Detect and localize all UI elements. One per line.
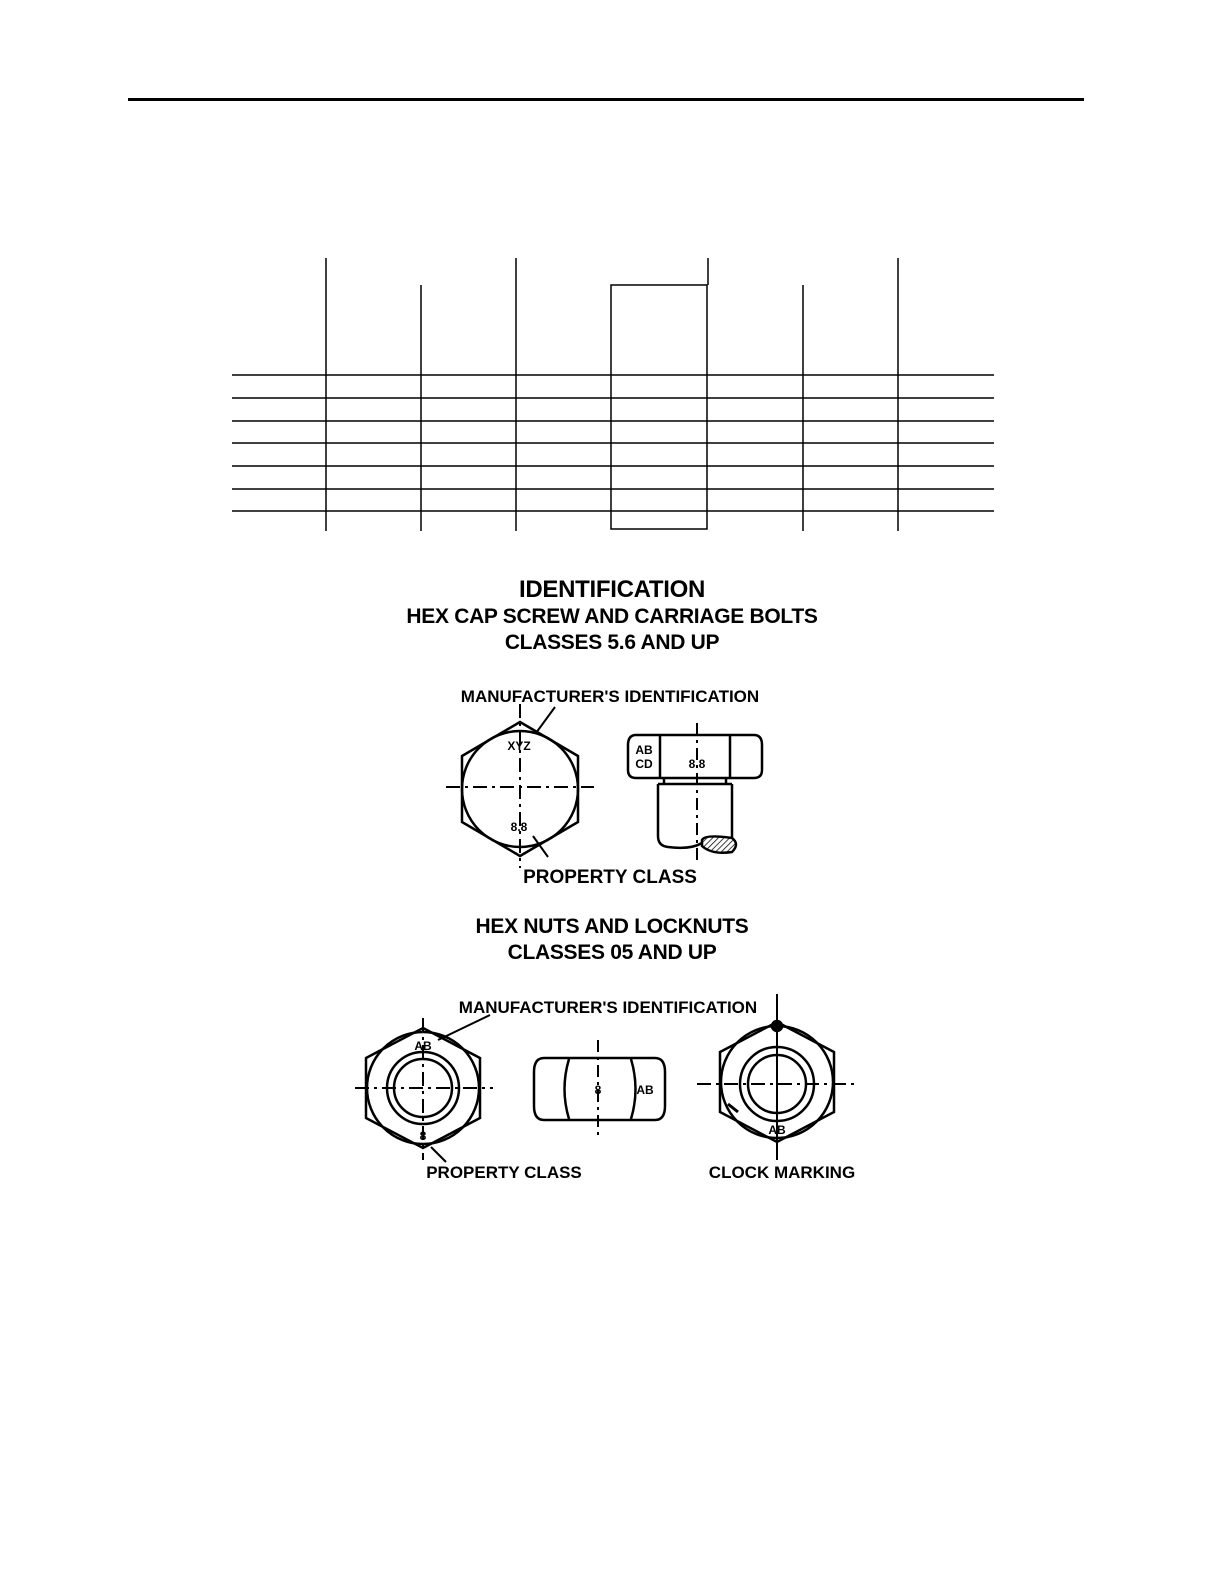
bolt-head-top-view (446, 704, 594, 868)
nut2-class-mark: 8 (594, 1083, 602, 1097)
bolt-property-class-label: PROPERTY CLASS (523, 867, 697, 888)
bolt-manufacturer-label: MANUFACTURER'S IDENTIFICATION (460, 687, 760, 706)
bolt-head-mfr-mark: XYZ (507, 739, 531, 753)
heading-nuts: HEX NUTS AND LOCKNUTS (475, 915, 749, 938)
nut-manufacturer-label: MANUFACTURER'S IDENTIFICATION (458, 998, 758, 1017)
nut-property-class-label: PROPERTY CLASS (426, 1163, 582, 1182)
nut2-mfr-mark: AB (636, 1083, 654, 1097)
bolt-side-mfr-mark-line2: CD (635, 757, 653, 771)
heading-identification: IDENTIFICATION (518, 576, 705, 603)
nut1-class-mark: 8 (419, 1129, 427, 1143)
clock-marking-label: CLOCK MARKING (708, 1163, 856, 1182)
bolt-side-mfr-mark-line1: AB (635, 743, 653, 757)
nut1-mfr-mark: AB (414, 1039, 432, 1053)
heading-cap-classes: CLASSES 5.6 AND UP (504, 631, 720, 654)
nut3-mfr-mark: AB (768, 1123, 786, 1137)
bolt-head-class-mark: 8.8 (510, 820, 528, 834)
heading-cap-screw: HEX CAP SCREW AND CARRIAGE BOLTS (406, 605, 818, 628)
heading-nut-classes: CLASSES 05 AND UP (507, 941, 717, 964)
bolt-side-class-mark: 8.8 (688, 757, 706, 771)
